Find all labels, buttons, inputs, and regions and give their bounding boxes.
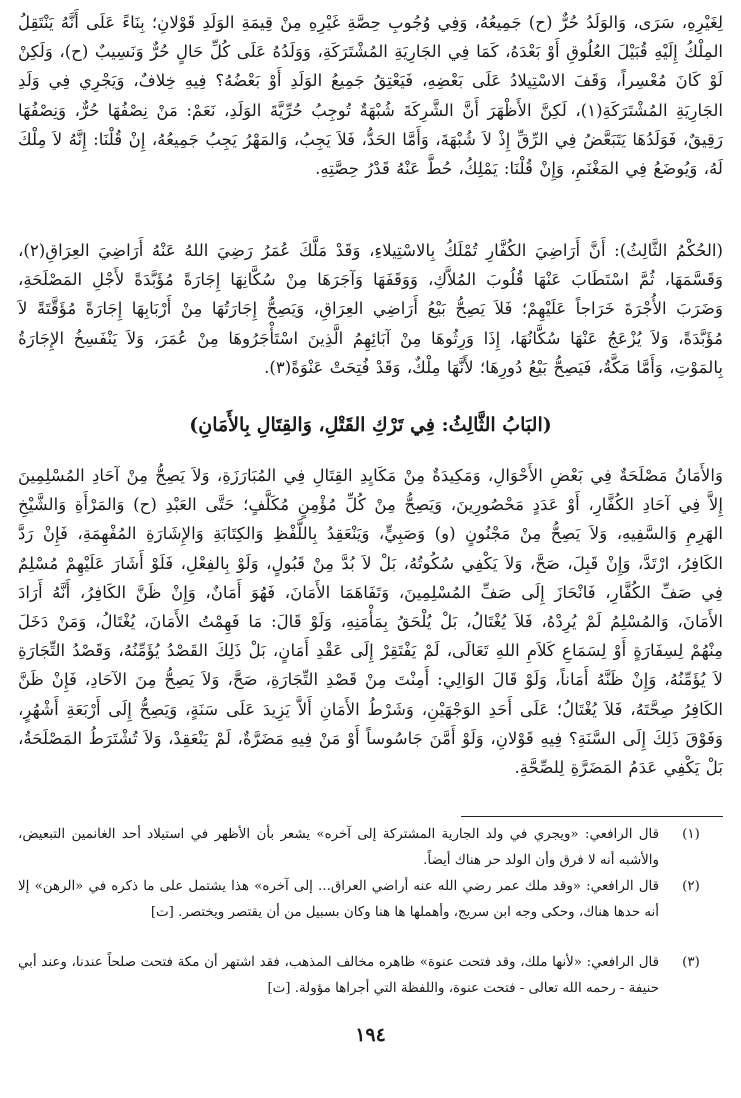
footnote [18,950,723,1001]
book-page [18,8,723,1090]
footnote-text: قال الرافعي: «ويجري في ولد الجارية المشتركة إلى آخره» يشعر بأن الأظهر في استيلاد أحد الغانمين التبعيض، والأشبه أنه لا فرق وأن الولد حر هناك أيضاً. [18,827,659,868]
footnote-number: (٣) [682,955,700,970]
page-number: ١٩٤ [355,1024,386,1046]
footnote [18,822,723,873]
safe-conduct-paragraph: وَالأَمَانُ مَصْلَحَةٌ فِي بَعْضِ الأَحْوَالِ، وَمَكِيدَةٌ مِنْ مَكَايِدِ القِتَالِ فِي المُبَارَزَةِ، وَلاَ يَصِحُّ مِنْ آحَادِ المُسْلِمِينَ إِلاَّ فِي آحَادِ الكُفَّارِ، أَوْ عَدَدٍ مَحْصُورِينَ، وَيَصِحُّ مِنْ كُلِّ مُؤْمِنٍ مُكَلَّفٍ؛ حَتَّى العَبْدِ (ح) وَالمَرْأَةِ وَالشَّيْخِ الهَرِمِ وَالسَّفِيهِ، وَلاَ يَصِحُّ مِنْ مَجْنُونٍ (و) وَصَبِيٍّ، وَيَنْعَقِدُ بِاللَّفْظِ وَالكِتَابَةِ وَالإِشَارَةِ المُفْهِمَةِ، فَإِنْ رَدَّ الكَافِرُ، ارْتَدَّ، وَإِنْ قَبِلَ، صَحَّ، وَلاَ يَكْفِي سُكُوتُهُ، بَلْ لاَ بُدَّ مِنْ قَبُولٍ، وَلَوْ بِالفِعْلِ، فَلَوْ أَشَارَ عَلَيْهِمْ مُسْلِمٌ فِي صَفِّ الكُفَّارِ، فَانْحَازَ إِلَى صَفِّ المُسْلِمِينَ، وَتَفَاهَمَا الأَمَانَ، فَهُوَ أَمَانٌ، وَإِنْ ظَنَّ الكَافِرُ، أَنَّهُ أَرَادَ الأَمَانَ، وَالمُسْلِمُ لَمْ يُرِدْهُ، فَلاَ يُغْتَالُ، بَلْ يُلْحَقُ بِمَأْمَنِهِ، وَلَوْ قَالَ: مَا فَهِمْتُ الأَمَانَ، يُغْتَالُ، وَمَنْ دَخَلَ مِنْهُمْ لِسِفَارَةٍ أَوْ لِسَمَاعِ كَلاَمِ اللهِ تَعَالَى، لَمْ يَفْتَقِرْ إِلَى عَقْدِ أَمَانٍ، بَلْ ذَلِكَ القَصْدُ يُؤَمِّنُهُ، وَقَصْدُ التِّجَارَةِ لاَ يُؤَمِّنُهُ، وَإِنْ ظَنَّهُ أَمَاناً، وَلَوْ قَالَ الوَالِي: أَمِنْتَ مِنْ قَصْدِ التِّجَارَةِ، صَحَّ، وَلاَ يَصِحُّ مِنَ الآحَادِ، فَإِنْ ظَنَّ الكَافِرُ صِحَّتَهُ، فَلاَ يُغْتَالُ؛ عَلَى أَحَدِ الوَجْهَيْنِ، وَشَرْطُ الأَمَانِ أَلاَّ يَزِيدَ عَلَى سَنَةٍ، وَيَصِحُّ إِلَى أَرْبَعَةِ أَشْهُرٍ، وَفَوْقَ ذَلِكَ إِلَى السَّنَةِ؟ فِيهِ قَوْلانِ، وَلَوْ أَمَّنَ جَاسُوساً أَوْ مَنْ فِيهِ مَضَرَّةٌ، لَمْ يَنْعَقِدْ، وَلاَ تُشْتَرَطُ المَصْلَحَةُ، بَلْ يَكْفِي عَدَمُ المَضَرَّةِ لِلصِّحَّةِ. [18,466,723,778]
footnote-number: (٢) [682,879,700,894]
footnote-separator [461,816,723,817]
footnote-number: (١) [682,827,700,842]
footnote-text: قال الرافعي: «وقد ملك عمر رضي الله عنه أراضي العراق... إلى آخره» هذا يشتمل على ما ذكره في «الرهن» إلا أنه حدها هناك، وحكى وجه ابن سريج، وأهملها ها هنا وكان بسبيل من أن يقتصر ويختصر. [ت] [18,879,659,920]
body-paragraph: لِغَيْرِهِ، سَرَى، وَالوَلَدُ حُرٌّ (ح) جَمِيعُهُ، وَفِي وُجُوبِ حِصَّةِ غَيْرِهِ مِنْ قِيمَةِ الوَلَدِ قَوْلانِ؛ بِنَاءً عَلَى أَنَّهُ يَنْتَقِلُ المِلْكُ إِلَيْهِ قُبَيْلَ العُلُوقِ أَوْ بَعْدَهُ، كَمَا فِي الجَارِيَةِ المُشْتَرَكَةِ، وَوَلَدُهُ عَلَى كُلِّ حَالٍ حُرٌّ وَنَسِيبٌ (ح)، وَلَكِنْ لَوْ كَانَ مُعْسِراً، وَقَفَ الاسْتِيلادُ عَلَى بَعْضِهِ، فَيَعْتِقُ جَمِيعُ الوَلَدِ أَوْ بَعْضُهُ؟ فِيهِ خِلافٌ، وَيَجْرِي فِي وَلَدِ الجَارِيَةِ المُشْتَرَكَةِ(١)، لَكِنَّ الأَظْهَرَ أَنَّ الشَّرِكَةَ شُبْهَةٌ تُوجِبُ حُرِّيَّةَ الوَلَدِ، نَعَمْ: مَنْ نِصْفُهَا حُرٌّ، وَنِصْفُهَا رَقِيقٌ، فَوَلَدُهَا يَتَبَعَّضُ فِي الرِّقِّ إِذْ لاَ شُبْهَةَ، وَأَمَّا الحَدُّ، فَلاَ يَجِبُ، وَالمَهْرُ يَجِبُ جَمِيعُهُ، إِنْ قُلْنَا: إِنَّهُ لاَ مِلْكَ لَهُ، وَيُوضَعُ فِي المَغْنَمِ، وَإِنْ قُلْنَا: يَمْلِكُ، حُطَّ عَنْهُ قَدْرُ حِصَّتِهِ. [18,13,723,179]
footnote [18,874,723,925]
footnote-text: قال الرافعي: «لأنها ملك، وقد فتحت عنوة» ظاهره مخالف المذهب، فقد اشتهر أن مكة فتحت صلحاً عندنا، وعند أبي حنيفة - رحمه الله تعالى - فتحت عنوة، واللفظة التي أجراها مؤولة. [ت] [18,955,659,996]
chapter-heading: (البَابُ الثَّالِثُ: فِي تَرْكِ القَتْلِ، وَالقِتَالِ بِالأَمَانِ) [189,414,552,436]
ruling-three-paragraph: (الحُكْمُ الثَّالِثُ): أَنَّ أَرَاضِيَ الكُفَّارِ تُمْلَكُ بِالاسْتِيلاءِ، وَقَدْ مَلَّكَ عُمَرُ رَضِيَ اللهُ عَنْهُ أَرَاضِيَ العِرَاقِ(٢)، وَقَسَّمَهَا، ثُمَّ اسْتَطَابَ عَنْهَا قُلُوبَ المُلاَّكِ، وَوَقَفَهَا وَآجَرَهَا مِنْ سُكَّانِهَا إِجَارَةً مُؤَبَّدَةً لأَجْلِ المَصْلَحَةِ، وَضَرَبَ الأُجْرَةَ خَرَاجاً عَلَيْهِمْ؛ فَلاَ يَصِحُّ بَيْعُ أَرَاضِي العِرَاقِ، وَيَصِحُّ إِجَارَتُهَا مِنْ أَرْبَابِهَا إِجَارَةً مُؤَقَّتَةً لاَ مُؤَبَّدَةً، وَلاَ يُزْعَجُ عَنْهَا سُكَّانُهَا، إِذَا وَرِثُوهَا مِنْ آبَائِهِمُ الَّذِينَ اسْتَأْجَرُوهَا مِنْ عُمَرَ، وَلاَ يَنْفَسِخُ الإِجَارَةُ بِالمَوْتِ، وَأَمَّا مَكَّةُ، فَيَصِحُّ بَيْعُ دُورِهَا؛ لأَنَّهَا مِلْكٌ، وَقَدْ فُتِحَتْ عَنْوَةً(٣). [18,241,723,377]
